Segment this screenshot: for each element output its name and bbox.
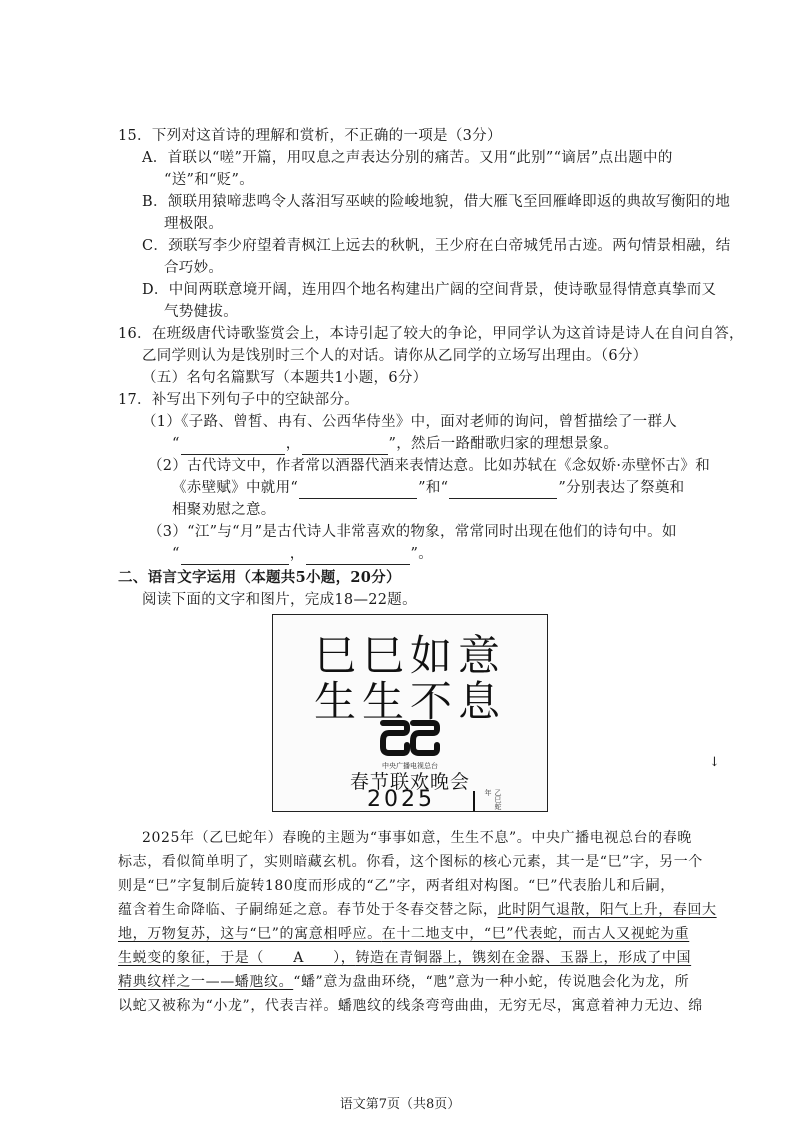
q15-option-b-cont: 理极限。 xyxy=(164,216,224,232)
q15-option-d-cont: 气势健拔。 xyxy=(164,304,238,320)
answer-blank-2[interactable] xyxy=(302,434,388,455)
q17-p2-line3: 相聚劝慰之意。 xyxy=(172,502,276,518)
section2-title: 二、语言文字运用（本题共5小题，20分） xyxy=(118,569,401,586)
section5-title: （五）名句名篇默写（本题共1小题，6分） xyxy=(142,370,428,386)
poster-year-divider xyxy=(473,791,475,811)
poster-year: 2025 xyxy=(367,787,435,812)
answer-blank-3[interactable] xyxy=(299,478,417,499)
poster-year-side: 乙巳蛇年 xyxy=(484,789,502,810)
answer-blank-4[interactable] xyxy=(449,478,557,499)
passage-line6: 生蜕变的象征，于是（ A ），铸造在青铜器上，镌刻在金器、玉器上，形成了中国 xyxy=(118,950,692,966)
passage-line8: 以蛇又被称为“小龙”，代表吉祥。蟠虺纹的线条弯弯曲曲，无穷无尽，寓意着神力无边、绵 xyxy=(118,998,703,1014)
answer-blank-6[interactable] xyxy=(306,544,410,565)
passage-line5: 地，万物复苏，这与“巳”的寓意相呼应。在十二地支中，“巳”代表蛇，而古人又视蛇为重 xyxy=(118,926,690,942)
page-footer: 语文第7页（共8页） xyxy=(339,1097,461,1112)
q17-p2-line2: 《赤壁赋》中就用“ ”和“ ”分别表达了祭奠和 xyxy=(172,478,684,499)
passage-line4: 蕴含着生命降临、子嗣绵延之意。春节处于冬春交替之际，此时阴气退散，阳气上升，春回大 xyxy=(118,902,717,918)
arrow-mark: ↓ xyxy=(709,755,720,770)
snake-logo-icon xyxy=(377,717,443,757)
poster-broadcaster: 中央广播电视总台 xyxy=(382,762,438,770)
q15-option-a-cont: “送”和“贬”。 xyxy=(164,172,255,188)
q16-line1: 16．在班级唐代诗歌鉴赏会上，本诗引起了较大的争论，甲同学认为这首诗是诗人在自问自答， xyxy=(118,326,744,342)
poster-slogan-line2: 生生不息 xyxy=(313,677,506,726)
answer-blank-1[interactable] xyxy=(181,434,285,455)
passage-line3: 则是“巳”字复制后旋转180度而形成的“乙”字，两者组对构图。“巳”代表胎儿和后嗣， xyxy=(118,878,675,894)
passage-line2: 标志，看似简单明了，实则暗藏玄机。你看，这个图标的核心元素，其一是“巳”字，另一个 xyxy=(118,854,703,870)
passage-line7: 精典纹样之一——蟠虺纹。“蟠”意为盘曲环绕，“虺”意为一种小蛇，传说虺会化为龙，所 xyxy=(118,974,690,990)
q15-option-a: A．首联以“嗟”开篇，用叹息之声表达分别的痛苦。又用“此别”“谪居”点出题中的 xyxy=(142,150,673,166)
q17-p1-line2: “ ， ”，然后一路酣歌归家的理想景象。 xyxy=(172,434,618,455)
q15-option-c: C．颈联写李少府望着青枫江上远去的秋帆，王少府在白帝城凭吊古迹。两句情景相融，结 xyxy=(142,238,731,254)
q15-option-b: B．颔联用猿啼悲鸣令人落泪写巫峡的险峻地貌，借大雁飞至回雁峰即返的典故写衡阳的地 xyxy=(142,194,731,210)
q15-option-d: D．中间两联意境开阔，连用四个地名构建出广阔的空间背景，使诗歌显得情意真挚而又 xyxy=(142,282,717,298)
q17-p3-line1: （3）“江”与“月”是古代诗人非常喜欢的物象，常常同时出现在他们的诗句中。如 xyxy=(148,524,677,540)
q17-p1-line1: （1）《子路、曾皙、冉有、公西华侍坐》中，面对老师的询问，曾皙描绘了一群人 xyxy=(142,414,678,430)
answer-blank-5[interactable] xyxy=(181,544,289,565)
q15-option-c-cont: 合巧妙。 xyxy=(164,260,224,276)
poster-slogan-line1: 巳巳如意 xyxy=(313,631,506,680)
section2-intro: 阅读下面的文字和图片，完成18—22题。 xyxy=(142,592,417,608)
poster-gala-title: 春节联欢晚会 xyxy=(349,771,470,793)
q16-line2: 乙同学则认为是饯别时三个人的对话。请你从乙同学的立场写出理由。（6分） xyxy=(142,348,648,364)
q17-p2-line1: （2）古代诗文中，作者常以酒器代酒来表情达意。比如苏轼在《念奴娇·赤壁怀古》和 xyxy=(148,458,711,474)
q17-p3-line2: “ ， ”。 xyxy=(172,544,433,565)
spring-festival-gala-poster xyxy=(272,614,548,812)
passage-line1: 2025年（乙巳蛇年）春晚的主题为“事事如意，生生不息”。中央广播电视总台的春晚 xyxy=(142,830,692,846)
q17-stem: 17．补写出下列句子中的空缺部分。 xyxy=(118,392,360,408)
q15-stem: 15．下列对这首诗的理解和赏析，不正确的一项是（3分） xyxy=(118,128,502,144)
